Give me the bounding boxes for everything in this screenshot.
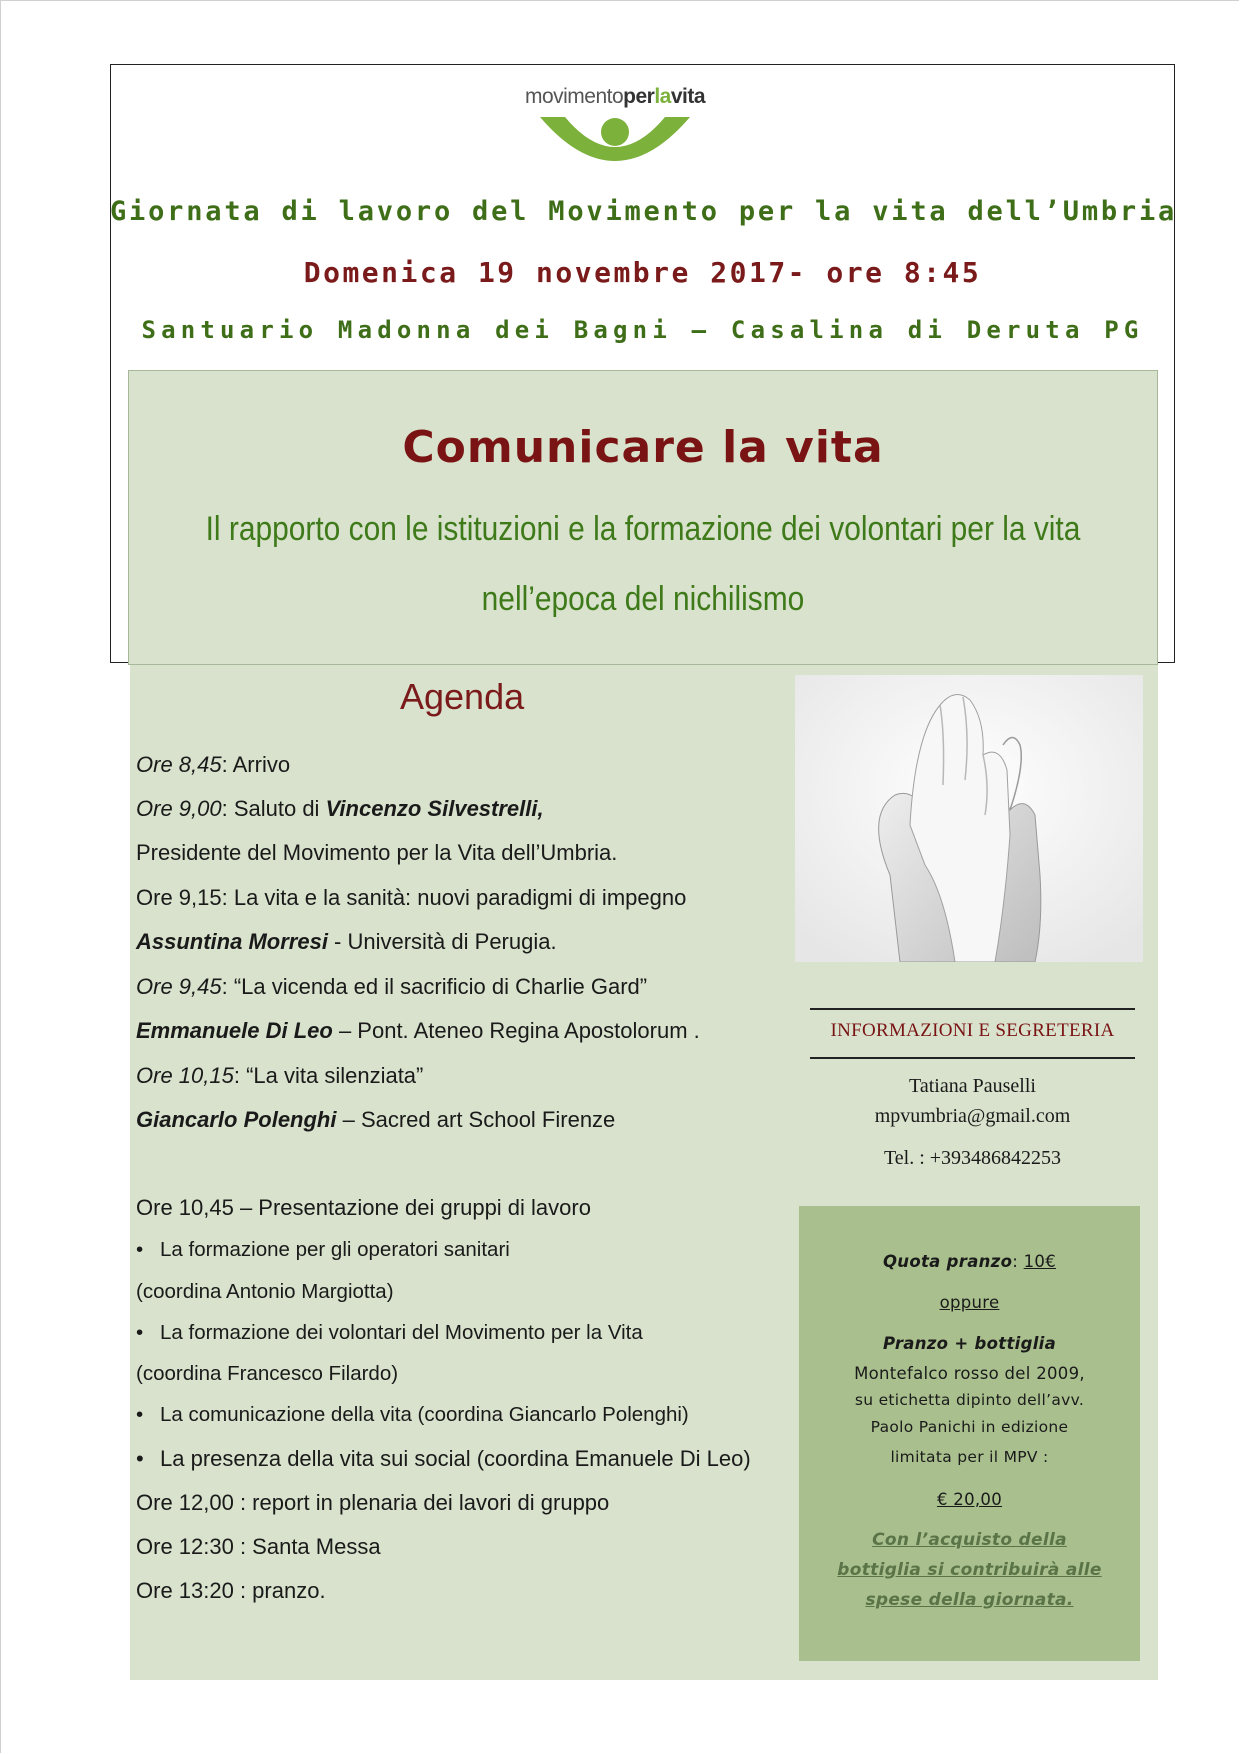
group-item: • La presenza della vita sui social (coordina Emanuele Di Leo) bbox=[136, 1446, 751, 1471]
group-item: • La comunicazione della vita (coordina Giancarlo Polenghi) bbox=[136, 1403, 689, 1426]
hands-photo bbox=[795, 675, 1143, 962]
bullet-icon: • bbox=[136, 1403, 144, 1426]
agenda-item: Ore 9,45: “La vicenda ed il sacrificio di Charlie Gard” bbox=[136, 974, 648, 999]
logo bbox=[515, 85, 715, 175]
lunch-price: Quota pranzo: 10€ bbox=[882, 1252, 1057, 1271]
agenda-item: Ore 13:20 : pranzo. bbox=[136, 1578, 326, 1603]
event-title: Giornata di lavoro del Movimento per la vita dell’Umbria bbox=[110, 196, 1178, 227]
oppure-label: oppure bbox=[939, 1293, 1000, 1312]
group-coordinator: (coordina Francesco Filardo) bbox=[136, 1362, 399, 1385]
agenda-item: Emmanuele Di Leo – Pont. Ateneo Regina Apostolorum . bbox=[136, 1018, 700, 1043]
agenda-item: Ore 12:30 : Santa Messa bbox=[136, 1534, 381, 1559]
bullet-icon: • bbox=[136, 1238, 144, 1261]
group-item: • La formazione dei volontari del Movimento per la Vita bbox=[136, 1321, 643, 1344]
bottle-desc: su etichetta dipinto dell’avv. bbox=[854, 1391, 1085, 1409]
contact-email: mpvumbria@gmail.com bbox=[874, 1105, 1071, 1127]
subtitle-line-2: nell’epoca del nichilismo bbox=[481, 580, 805, 618]
event-date: Domenica 19 novembre 2017- ore 8:45 bbox=[303, 256, 982, 289]
main-title: Comunicare la vita bbox=[402, 422, 884, 473]
divider bbox=[810, 1008, 1135, 1010]
group-coordinator: (coordina Antonio Margiotta) bbox=[136, 1280, 394, 1303]
agenda-item: Ore 10,45 – Presentazione dei gruppi di lavoro bbox=[136, 1195, 591, 1220]
agenda-item: Ore 9,00: Saluto di Vincenzo Silvestrelli, bbox=[136, 796, 544, 821]
event-location: Santuario Madonna dei Bagni – Casalina di Deruta PG bbox=[141, 316, 1144, 344]
hands-image bbox=[795, 675, 1143, 962]
agenda-item: Assuntina Morresi - Università di Perugia. bbox=[136, 929, 557, 954]
agenda-heading: Agenda bbox=[400, 676, 525, 717]
bottle-desc: Montefalco rosso del 2009, bbox=[854, 1364, 1085, 1383]
bullet-icon: • bbox=[136, 1446, 144, 1471]
contribution-note: spese della giornata. bbox=[865, 1590, 1074, 1610]
agenda-item: Ore 12,00 : report in plenaria dei lavori di gruppo bbox=[136, 1490, 610, 1515]
bottle-offer-title: Pranzo + bottiglia bbox=[882, 1334, 1057, 1353]
group-item: • La formazione per gli operatori sanitari bbox=[136, 1238, 510, 1261]
bottle-price: € 20,00 bbox=[936, 1490, 1003, 1509]
agenda-item: Ore 10,15: “La vita silenziata” bbox=[136, 1063, 424, 1088]
contribution-note: bottiglia si contribuirà alle bbox=[837, 1560, 1102, 1580]
agenda-item: Giancarlo Polenghi – Sacred art School Firenze bbox=[136, 1107, 616, 1132]
bullet-icon: • bbox=[136, 1321, 144, 1344]
info-heading: INFORMAZIONI E SEGRETERIA bbox=[830, 1020, 1115, 1041]
bottle-desc: Paolo Panichi in edizione bbox=[870, 1418, 1069, 1436]
logo-figure-icon bbox=[540, 115, 690, 175]
contribution-note: Con l’acquisto della bbox=[872, 1530, 1067, 1550]
agenda-item: Presidente del Movimento per la Vita dell’Umbria. bbox=[136, 840, 618, 865]
contact-phone: Tel. : +393486842253 bbox=[883, 1147, 1062, 1169]
agenda-item: Ore 8,45: Arrivo bbox=[136, 752, 291, 777]
subtitle-line-1: Il rapporto con le istituzioni e la formazione dei volontari per la vita bbox=[205, 510, 1081, 548]
bottle-desc: limitata per il MPV : bbox=[890, 1448, 1049, 1466]
agenda-item: Ore 9,15: La vita e la sanità: nuovi paradigmi di impegno bbox=[136, 885, 687, 910]
divider bbox=[810, 1057, 1135, 1059]
logo-text: movimentoperlavita bbox=[524, 85, 706, 108]
contact-name: Tatiana Pauselli bbox=[909, 1075, 1036, 1097]
